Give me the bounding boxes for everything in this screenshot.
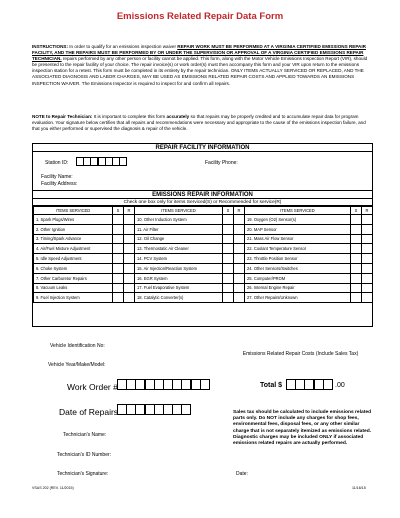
form-revision-date: 11/16/15: [352, 486, 366, 490]
serviced-checkbox[interactable]: [113, 273, 124, 283]
sales-tax-note: Sales tax should be calculated to include emissions related parts only. Do NOT include any charges for shop fees, environmental fees, disposal fees, or any other similar charge that is not separately itemized as emissions related. Diagnostic charges may be included ONLY if associated emissions related repairs are actually performed.: [233, 410, 372, 447]
recommended-checkbox[interactable]: [124, 293, 135, 303]
repair-item-label: 26. Internal Engine Repair: [245, 283, 351, 293]
recommended-checkbox[interactable]: [234, 234, 245, 244]
repair-item-label: 21. Mass Air Flow Sensor: [245, 234, 351, 244]
recommended-checkbox[interactable]: [234, 273, 245, 283]
table-row: [34, 283, 373, 293]
serviced-checkbox[interactable]: [351, 273, 362, 283]
recommended-checkbox[interactable]: [362, 234, 373, 244]
recommended-checkbox[interactable]: [124, 234, 135, 244]
serviced-checkbox[interactable]: [351, 224, 362, 234]
table-row: [34, 215, 373, 225]
serviced-checkbox[interactable]: [351, 263, 362, 273]
repair-subheading: Check one box only for items Serviced(S) or Recommended for service(R): [33, 199, 372, 206]
form-id: VSAS 202 (REV. 11/2015): [32, 486, 74, 490]
recommended-checkbox[interactable]: [124, 224, 135, 234]
note-text-1: It is important to complete this form: [92, 114, 167, 119]
serviced-checkbox[interactable]: [351, 215, 362, 225]
recommended-checkbox[interactable]: [362, 263, 373, 273]
station-id-label: Station ID:: [45, 160, 69, 166]
recommended-checkbox[interactable]: [362, 293, 373, 303]
serviced-checkbox[interactable]: [223, 293, 234, 303]
recommended-checkbox[interactable]: [124, 273, 135, 283]
serviced-checkbox[interactable]: [223, 263, 234, 273]
serviced-checkbox[interactable]: [351, 234, 362, 244]
recommended-checkbox[interactable]: [234, 224, 245, 234]
date-of-repairs-label: Date of Repairs: [59, 407, 119, 417]
note-label: NOTE to Repair Technician:: [32, 114, 93, 119]
column-header: R: [234, 207, 245, 215]
tech-name-label: Technician's Name:: [63, 432, 107, 438]
repair-item-label: 14. PCV System: [135, 254, 223, 264]
repair-item-label: 24. Other Sensors/Switches: [245, 263, 351, 273]
column-header: ITEMS SERVICED: [245, 207, 351, 215]
serviced-checkbox[interactable]: [223, 273, 234, 283]
table-header-row: [34, 207, 373, 215]
column-header: ITEMS SERVICED: [135, 207, 223, 215]
instructions-text-1: In order to qualify for an emissions inspection waiver: [67, 44, 178, 49]
table-row: [34, 254, 373, 264]
recommended-checkbox[interactable]: [124, 283, 135, 293]
serviced-checkbox[interactable]: [113, 263, 124, 273]
recommended-checkbox[interactable]: [234, 254, 245, 264]
vin-label: Vehicle Identification No:: [50, 343, 105, 349]
recommended-checkbox[interactable]: [234, 215, 245, 225]
column-header: ITEMS SERVICED: [34, 207, 113, 215]
instructions-text-2: repairs performed by any other person or facility cannot be applied. This form, along with the Motor Vehicle Emissions Inspection Report (VIR), should be presented to the repair facility of your choice. The repair invoice(s) or work order(s) must then accompany this form and your VIR upon return to the emissions inspection station for a retest. This form must be completed in its entirety by the repair technician. ONLY ITEMS ACTUALLY SERVICED OR REPLACED, AND THE ASSOCIATED DIAGNOSIS AND LABOR CHARGES, MAY BE USED AS EMISSIONS RELATED REPAIR COSTS AND APPLIED TOWARDS AN EMISSIONS INSPECTION WAIVER. The Emissions Inspector is required to inspect for and confirm all repairs.: [32, 56, 368, 86]
table-row: [34, 273, 373, 283]
note-emphasis: accurately: [166, 114, 190, 119]
table-row: [34, 224, 373, 234]
repair-item-label: 6. Choke System: [34, 263, 113, 273]
recommended-checkbox[interactable]: [234, 244, 245, 254]
table-row: [34, 234, 373, 244]
facility-section: [32, 143, 373, 191]
total-boxes[interactable]: [286, 379, 332, 390]
note-paragraph: [32, 114, 373, 132]
total-label: Total $: [260, 382, 283, 389]
repair-item-label: 8. Vacuum Leaks: [34, 283, 113, 293]
vehicle-ymm-label: Vehicle Year/Make/Model:: [48, 362, 106, 368]
serviced-checkbox[interactable]: [113, 224, 124, 234]
repair-item-label: 13. Thermostatic Air Cleaner: [135, 244, 223, 254]
serviced-checkbox[interactable]: [223, 254, 234, 264]
recommended-checkbox[interactable]: [124, 215, 135, 225]
repair-item-label: 11. Air Filter: [135, 224, 223, 234]
table-row: [34, 293, 373, 303]
tech-id-label: Technician's ID Number:: [57, 452, 112, 458]
repair-item-label: 25. Computer/PROM: [245, 273, 351, 283]
form-title: Emissions Related Repair Data Form: [116, 11, 284, 22]
serviced-checkbox[interactable]: [223, 283, 234, 293]
recommended-checkbox[interactable]: [124, 244, 135, 254]
repair-item-label: 16. EGR System: [135, 273, 223, 283]
table-row: [34, 263, 373, 273]
serviced-checkbox[interactable]: [223, 215, 234, 225]
repair-item-label: 9. Fuel Injection System: [34, 293, 113, 303]
repair-item-label: 17. Fuel Evaporative System: [135, 283, 223, 293]
repair-item-label: 3. Timing/Spark Advance: [34, 234, 113, 244]
tech-signature-label: Technician's Signature:: [57, 471, 109, 477]
facility-name-label: Facility Name:: [41, 174, 73, 180]
recommended-checkbox[interactable]: [124, 263, 135, 273]
date-of-repairs-boxes[interactable]: [117, 404, 191, 415]
repair-item-label: 12. Oil Change: [135, 234, 223, 244]
instructions-emphasis: REPAIR WORK MUST BE PERFORMED AT A VIRGINIA CERTIFIED EMISSIONS REPAIR FACILITY, AND THE REPAIRS MUST BE PERFORMED BY OR UNDER THE SUPERVISION OR APPROVAL OF A VIRGINIA CERTIFIED EMISSIONS REPAIR TECHNICIAN.: [32, 44, 366, 62]
serviced-checkbox[interactable]: [351, 293, 362, 303]
repair-item-label: 22. Coolant Temperature Sensor: [245, 244, 351, 254]
column-header: S: [113, 207, 124, 215]
serviced-checkbox[interactable]: [223, 234, 234, 244]
table-row: [34, 244, 373, 254]
facility-address-label: Facility Address:: [41, 181, 78, 187]
work-order-label: Work Order #: [67, 382, 118, 392]
repair-section: [32, 191, 373, 327]
serviced-checkbox[interactable]: [351, 254, 362, 264]
repair-item-label: 10. Other Induction System: [135, 215, 223, 225]
repair-item-label: 5. Idle Speed Adjustment: [34, 254, 113, 264]
repair-items-table: [33, 206, 373, 303]
recommended-checkbox[interactable]: [362, 215, 373, 225]
repair-item-label: 27. Other Repairs/Unknown: [245, 293, 351, 303]
station-id-boxes[interactable]: [76, 157, 126, 166]
recommended-checkbox[interactable]: [362, 254, 373, 264]
column-header: R: [362, 207, 373, 215]
serviced-checkbox[interactable]: [113, 283, 124, 293]
repair-item-label: 23. Throttle Position Sensor: [245, 254, 351, 264]
facility-heading: REPAIR FACILITY INFORMATION: [33, 144, 372, 152]
repair-item-label: 2. Other Ignition: [34, 224, 113, 234]
recommended-checkbox[interactable]: [234, 263, 245, 273]
recommended-checkbox[interactable]: [124, 254, 135, 264]
repair-item-label: 4. Air/Fuel Mixture Adjustment: [34, 244, 113, 254]
recommended-checkbox[interactable]: [362, 244, 373, 254]
serviced-checkbox[interactable]: [223, 244, 234, 254]
work-order-boxes[interactable]: [117, 379, 209, 390]
serviced-checkbox[interactable]: [113, 234, 124, 244]
recommended-checkbox[interactable]: [362, 224, 373, 234]
instructions-paragraph: [32, 44, 373, 87]
serviced-checkbox[interactable]: [113, 244, 124, 254]
serviced-checkbox[interactable]: [223, 224, 234, 234]
column-header: S: [351, 207, 362, 215]
serviced-checkbox[interactable]: [351, 283, 362, 293]
repair-item-label: 20. MAP Sensor: [245, 224, 351, 234]
cents-label: .00: [335, 382, 345, 389]
recommended-checkbox[interactable]: [234, 283, 245, 293]
recommended-checkbox[interactable]: [362, 283, 373, 293]
serviced-checkbox[interactable]: [113, 293, 124, 303]
instructions-label: INSTRUCTIONS:: [32, 44, 68, 49]
repair-costs-label: Emissions Related Repair Costs (Include Sales Tax): [242, 351, 359, 357]
repair-heading: EMISSIONS REPAIR INFORMATION: [33, 191, 372, 199]
serviced-checkbox[interactable]: [351, 244, 362, 254]
column-header: R: [124, 207, 135, 215]
repair-item-label: 1. Spark Plugs/Wires: [34, 215, 113, 225]
recommended-checkbox[interactable]: [234, 293, 245, 303]
repair-item-label: 19. Oxygen (O2) Sensor(s): [245, 215, 351, 225]
facility-phone-label: Facility Phone:: [205, 160, 238, 166]
serviced-checkbox[interactable]: [113, 215, 124, 225]
column-header: S: [223, 207, 234, 215]
recommended-checkbox[interactable]: [362, 273, 373, 283]
note-text-2: so that repairs may be properly credited and to accumulate repair data for program evaluation. Your signature below certifies that all repairs and recommendations were necessary and appropriate to the cause of the emissions inspection failure, and that you either performed or supervised the diagnosis & repair of the vehicle.: [32, 114, 366, 132]
date-label: Date:: [236, 471, 248, 477]
serviced-checkbox[interactable]: [113, 254, 124, 264]
repair-item-label: 15. Air Injection/Reaction System: [135, 263, 223, 273]
repair-item-label: 7. Other Carburetor Repairs: [34, 273, 113, 283]
repair-item-label: 18. Catalytic Converter(s): [135, 293, 223, 303]
